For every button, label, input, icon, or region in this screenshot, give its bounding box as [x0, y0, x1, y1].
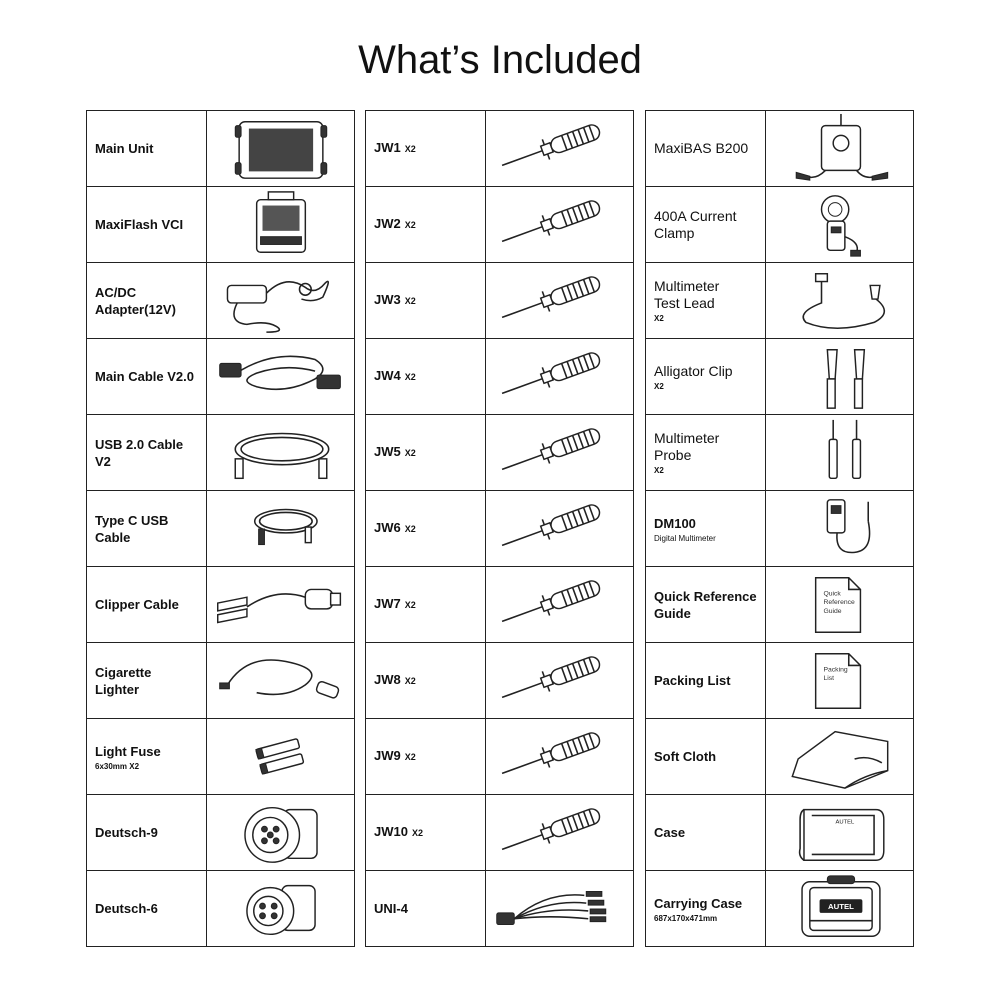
item-quantity: X2 — [404, 296, 416, 306]
item-name — [374, 900, 477, 917]
battery-tester-icon-drawing — [767, 112, 913, 186]
item-name-text: USB 2.0 Cable V2 — [95, 436, 184, 469]
item-label-cell — [646, 339, 766, 414]
item-row — [87, 643, 355, 719]
alligator-clip-icon — [766, 339, 914, 414]
item-name — [374, 443, 477, 462]
deutsch-6-connector-icon — [207, 871, 355, 946]
item-label-cell — [366, 643, 486, 718]
jumper-wire-icon — [486, 339, 634, 414]
item-name-text: Carrying Case — [654, 895, 743, 911]
jumper-wire-icon-drawing — [487, 720, 633, 794]
current-clamp-icon — [766, 187, 914, 262]
item-name-text: JW7 — [374, 596, 401, 611]
item-label-cell — [366, 111, 486, 186]
test-lead-icon-drawing — [767, 264, 913, 338]
battery-tester-icon — [766, 111, 914, 186]
item-quantity: X2 — [404, 448, 416, 458]
cigarette-lighter-cable-icon-drawing — [208, 644, 354, 718]
deutsch-9-connector-icon — [207, 795, 355, 870]
item-row — [646, 719, 914, 795]
item-name-text: 400A Current Clamp — [654, 207, 737, 241]
item-name-text: MaxiFlash VCI — [95, 217, 184, 232]
item-quantity: X2 — [404, 372, 416, 382]
alligator-clip-icon-drawing — [767, 340, 913, 414]
jumper-wire-icon-drawing — [487, 188, 633, 262]
item-row — [87, 719, 355, 795]
item-name-text: Cigarette Lighter — [95, 664, 152, 697]
items-column — [365, 110, 634, 947]
svg-text:Guide: Guide — [822, 607, 842, 615]
deutsch-6-connector-icon-drawing — [208, 872, 354, 946]
fuse-icon — [207, 719, 355, 794]
item-subtext: X2 — [654, 381, 664, 391]
jumper-wire-icon-drawing — [487, 644, 633, 718]
jumper-wire-icon — [486, 263, 634, 338]
item-label-cell — [87, 415, 207, 490]
item-row — [87, 795, 355, 871]
item-label-cell — [366, 415, 486, 490]
power-adapter-icon — [207, 263, 355, 338]
item-name — [654, 672, 757, 689]
item-row — [87, 339, 355, 415]
digital-multimeter-icon-drawing — [767, 492, 913, 566]
multimeter-probe-icon-drawing — [767, 416, 913, 490]
clipper-cable-icon-drawing — [208, 568, 354, 642]
item-row — [87, 187, 355, 263]
jumper-wire-icon — [486, 111, 634, 186]
item-name-text: DM100 — [654, 515, 696, 531]
item-name-text: JW1 — [374, 140, 401, 155]
item-label-cell — [366, 339, 486, 414]
jumper-wire-icon — [486, 795, 634, 870]
item-row — [366, 111, 634, 187]
item-name — [374, 671, 477, 690]
jumper-wire-icon-drawing — [487, 416, 633, 490]
item-name — [95, 900, 198, 917]
jumper-wire-icon — [486, 491, 634, 566]
item-label-cell — [646, 795, 766, 870]
item-label-cell — [366, 795, 486, 870]
case-icon-drawing — [767, 796, 913, 870]
item-name — [95, 284, 198, 318]
page-title: What’s Included — [358, 38, 642, 82]
item-name-text: JW3 — [374, 292, 401, 307]
item-name — [374, 215, 477, 234]
item-row — [646, 187, 914, 263]
usb-cable-icon — [207, 415, 355, 490]
main-cable-icon-drawing — [208, 340, 354, 414]
jumper-wire-icon-drawing — [487, 796, 633, 870]
item-label-cell — [87, 187, 207, 262]
item-name — [95, 140, 198, 157]
jumper-wire-icon-drawing — [487, 264, 633, 338]
item-name-text: UNI-4 — [374, 901, 408, 916]
item-name-text: JW9 — [374, 748, 401, 763]
item-label-cell — [87, 871, 207, 946]
item-label-cell — [646, 871, 766, 946]
item-label-cell — [646, 111, 766, 186]
main-cable-icon — [207, 339, 355, 414]
item-row — [646, 339, 914, 415]
item-name-text: JW4 — [374, 368, 401, 383]
item-quantity: X2 — [411, 828, 423, 838]
item-name — [654, 363, 757, 380]
item-name-text: Deutsch-6 — [95, 901, 158, 916]
item-name — [374, 747, 477, 766]
jumper-wire-icon-drawing — [487, 568, 633, 642]
item-name — [95, 824, 198, 841]
carrying-case-icon-drawing — [767, 872, 913, 946]
item-row — [366, 567, 634, 643]
item-name — [95, 216, 198, 233]
svg-text:AUTEL: AUTEL — [827, 901, 854, 911]
item-row — [366, 491, 634, 567]
item-label-cell — [366, 263, 486, 338]
deutsch-9-connector-icon-drawing — [208, 796, 354, 870]
item-row — [366, 187, 634, 263]
item-name — [95, 368, 198, 385]
usb-cable-icon-drawing — [208, 416, 354, 490]
cigarette-lighter-cable-icon — [207, 643, 355, 718]
item-name — [654, 895, 757, 912]
item-label-cell — [366, 719, 486, 794]
item-quantity: X2 — [404, 144, 416, 154]
item-quantity: X2 — [404, 676, 416, 686]
item-row — [87, 263, 355, 339]
items-column — [86, 110, 355, 947]
items-column — [645, 110, 914, 947]
item-name — [95, 596, 198, 613]
document-icon-drawing — [767, 568, 913, 642]
item-label-cell — [646, 491, 766, 566]
item-name — [654, 208, 757, 242]
jumper-wire-icon — [486, 643, 634, 718]
svg-text:List: List — [822, 674, 834, 682]
soft-cloth-icon — [766, 719, 914, 794]
digital-multimeter-icon — [766, 491, 914, 566]
item-row — [646, 795, 914, 871]
svg-text:AUTEL: AUTEL — [834, 818, 854, 825]
item-name — [654, 140, 757, 157]
item-label-cell — [87, 111, 207, 186]
item-row — [646, 263, 914, 339]
svg-text:Quick: Quick — [822, 589, 841, 597]
uni-4-cable-icon — [486, 871, 634, 946]
vci-box-icon-drawing — [208, 188, 354, 262]
item-name — [374, 139, 477, 158]
item-row — [366, 263, 634, 339]
type-c-cable-icon — [207, 491, 355, 566]
item-name-text: Case — [654, 825, 686, 840]
main-unit-tablet-icon-drawing — [208, 112, 354, 186]
item-label-cell — [87, 491, 207, 566]
item-name-text: JW10 — [374, 824, 408, 839]
item-name — [654, 430, 757, 464]
item-label-cell — [366, 871, 486, 946]
item-label-cell — [646, 187, 766, 262]
item-name — [374, 291, 477, 310]
item-row — [87, 111, 355, 187]
jumper-wire-icon — [486, 415, 634, 490]
item-name-text: MaxiBAS B200 — [654, 140, 749, 156]
item-label-cell — [87, 795, 207, 870]
item-label-cell — [87, 339, 207, 414]
item-name — [374, 519, 477, 538]
item-name-text: JW6 — [374, 520, 401, 535]
item-row — [87, 567, 355, 643]
item-row — [366, 795, 634, 871]
document-icon — [766, 643, 914, 718]
soft-cloth-icon-drawing — [767, 720, 913, 794]
item-label-cell — [366, 491, 486, 566]
item-row — [366, 643, 634, 719]
item-name — [95, 743, 198, 760]
case-icon — [766, 795, 914, 870]
item-name — [95, 512, 198, 546]
item-subtext: 687x170x471mm — [654, 913, 718, 923]
item-label-cell — [366, 187, 486, 262]
item-name-text: AC/DC Adapter(12V) — [95, 284, 176, 317]
jumper-wire-icon — [486, 567, 634, 642]
item-name-text: Packing List — [654, 673, 731, 688]
jumper-wire-icon — [486, 719, 634, 794]
item-name-text: Quick Reference Guide — [654, 588, 757, 621]
item-row — [87, 871, 355, 947]
item-name-text: Deutsch-9 — [95, 825, 158, 840]
item-row — [366, 871, 634, 947]
item-row — [87, 491, 355, 567]
document-icon-drawing — [767, 644, 913, 718]
item-name — [374, 595, 477, 614]
type-c-cable-icon-drawing — [208, 492, 354, 566]
item-name — [654, 824, 757, 841]
item-name-text: Type C USB Cable — [95, 512, 169, 545]
item-name — [95, 436, 198, 470]
item-label-cell — [646, 567, 766, 642]
multimeter-probe-icon — [766, 415, 914, 490]
jumper-wire-icon-drawing — [487, 340, 633, 414]
svg-text:Packing: Packing — [822, 665, 848, 673]
item-name-text: JW5 — [374, 444, 401, 459]
item-label-cell — [87, 263, 207, 338]
carrying-case-icon — [766, 871, 914, 946]
item-label-cell — [646, 719, 766, 794]
item-row — [646, 415, 914, 491]
item-name-text: Alligator Clip — [654, 362, 733, 379]
item-label-cell — [646, 643, 766, 718]
item-subtext: 6x30mm X2 — [95, 761, 140, 771]
item-name — [374, 367, 477, 386]
jumper-wire-icon-drawing — [487, 492, 633, 566]
item-name — [95, 664, 198, 698]
svg-text:Reference: Reference — [822, 598, 855, 606]
test-lead-icon — [766, 263, 914, 338]
item-name-text: Multimeter Probe — [654, 430, 720, 463]
item-name — [654, 748, 757, 765]
vci-box-icon — [207, 187, 355, 262]
item-quantity: X2 — [404, 220, 416, 230]
item-quantity: X2 — [404, 752, 416, 762]
item-subtext: X2 — [654, 314, 664, 323]
item-name — [374, 823, 477, 842]
item-label-cell — [87, 567, 207, 642]
item-name-text: JW2 — [374, 216, 401, 231]
item-subtext: X2 — [654, 466, 664, 475]
jumper-wire-icon-drawing — [487, 112, 633, 186]
item-name — [654, 515, 757, 532]
item-row — [646, 871, 914, 947]
item-name-text: Clipper Cable — [95, 597, 179, 612]
item-name — [654, 588, 757, 622]
item-name-text: Multimeter Test Lead — [654, 278, 720, 311]
item-row — [366, 719, 634, 795]
item-name-text: Main Cable V2.0 — [95, 369, 194, 384]
power-adapter-icon-drawing — [208, 264, 354, 338]
clipper-cable-icon — [207, 567, 355, 642]
item-row — [366, 339, 634, 415]
current-clamp-icon-drawing — [767, 188, 913, 262]
item-row — [646, 491, 914, 567]
item-label-cell — [87, 643, 207, 718]
fuse-icon-drawing — [208, 720, 354, 794]
item-name — [654, 278, 757, 312]
item-label-cell — [87, 719, 207, 794]
item-row — [87, 415, 355, 491]
item-quantity: X2 — [404, 524, 416, 534]
item-subtext: Digital Multimeter — [654, 533, 716, 543]
item-row — [646, 643, 914, 719]
item-quantity: X2 — [404, 600, 416, 610]
document-icon — [766, 567, 914, 642]
uni-4-cable-icon-drawing — [487, 872, 633, 946]
item-name-text: JW8 — [374, 672, 401, 687]
item-label-cell — [646, 415, 766, 490]
main-unit-tablet-icon — [207, 111, 355, 186]
item-name-text: Soft Cloth — [654, 749, 717, 764]
jumper-wire-icon — [486, 187, 634, 262]
item-row — [646, 567, 914, 643]
item-label-cell — [366, 567, 486, 642]
item-name-text: Light Fuse — [95, 743, 161, 759]
item-row — [646, 111, 914, 187]
item-name-text: Main Unit — [95, 141, 154, 156]
item-row — [366, 415, 634, 491]
item-label-cell — [646, 263, 766, 338]
